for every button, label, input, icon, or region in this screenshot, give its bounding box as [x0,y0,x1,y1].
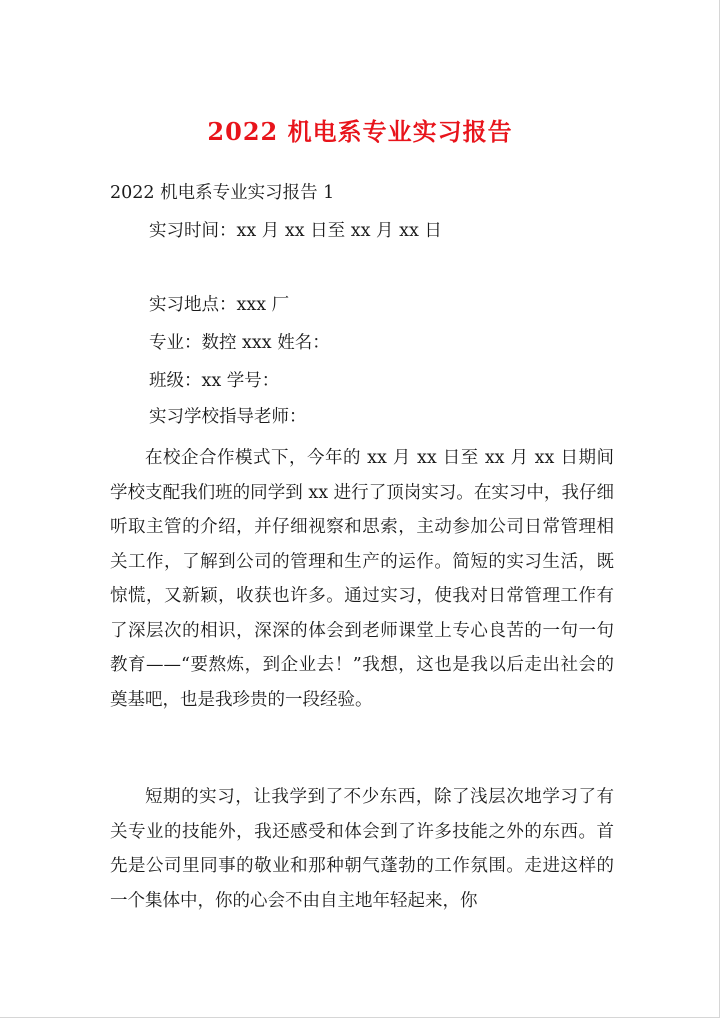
document-title: 2022 机电系专业实习报告 [207,117,513,146]
internship-time-line: 实习时间：xx 月 xx 日至 xx 月 xx 日 [149,221,442,241]
body-paragraph: 在校企合作模式下，今年的 xx 月 xx 日至 xx 月 xx 日期间学校支配我们班的同学到 xx 进行了顶岗实习。在实习中，我仔细听取主管的介绍，并仔细视察和思索，主动参加公司日常管理相关工作，了解到公司的管理和生产的运作。简短的实习生活，既惊慌，又新颖，收获也许多。通过实习，使我对日常管理工作有了深层次的相识，深深的体会到老师课堂上专心良苦的一句一句教育——“要熬炼，到企业去！”我想，这也是我以后走出社会的奠基吧，也是我珍贵的一段经验。 [110,448,614,710]
internship-location-line: 实习地点：xxx 厂 [149,295,290,315]
class-id-line: 班级：xx 学号： [149,371,280,391]
report-subtitle: 2022 机电系专业实习报告 1 [110,183,335,203]
major-name-line: 专业：数控 xxx 姓名： [149,333,330,353]
supervisor-line: 实习学校指导老师： [149,407,307,427]
body-paragraph: 短期的实习，让我学到了不少东西，除了浅层次地学习了有关专业的技能外，我还感受和体会到了许多技能之外的东西。首先是公司里同事的敬业和那种朝气蓬勃的工作氛围。走进这样的一个集体中，你的心会不由自主地年轻起来，你 [110,787,614,911]
